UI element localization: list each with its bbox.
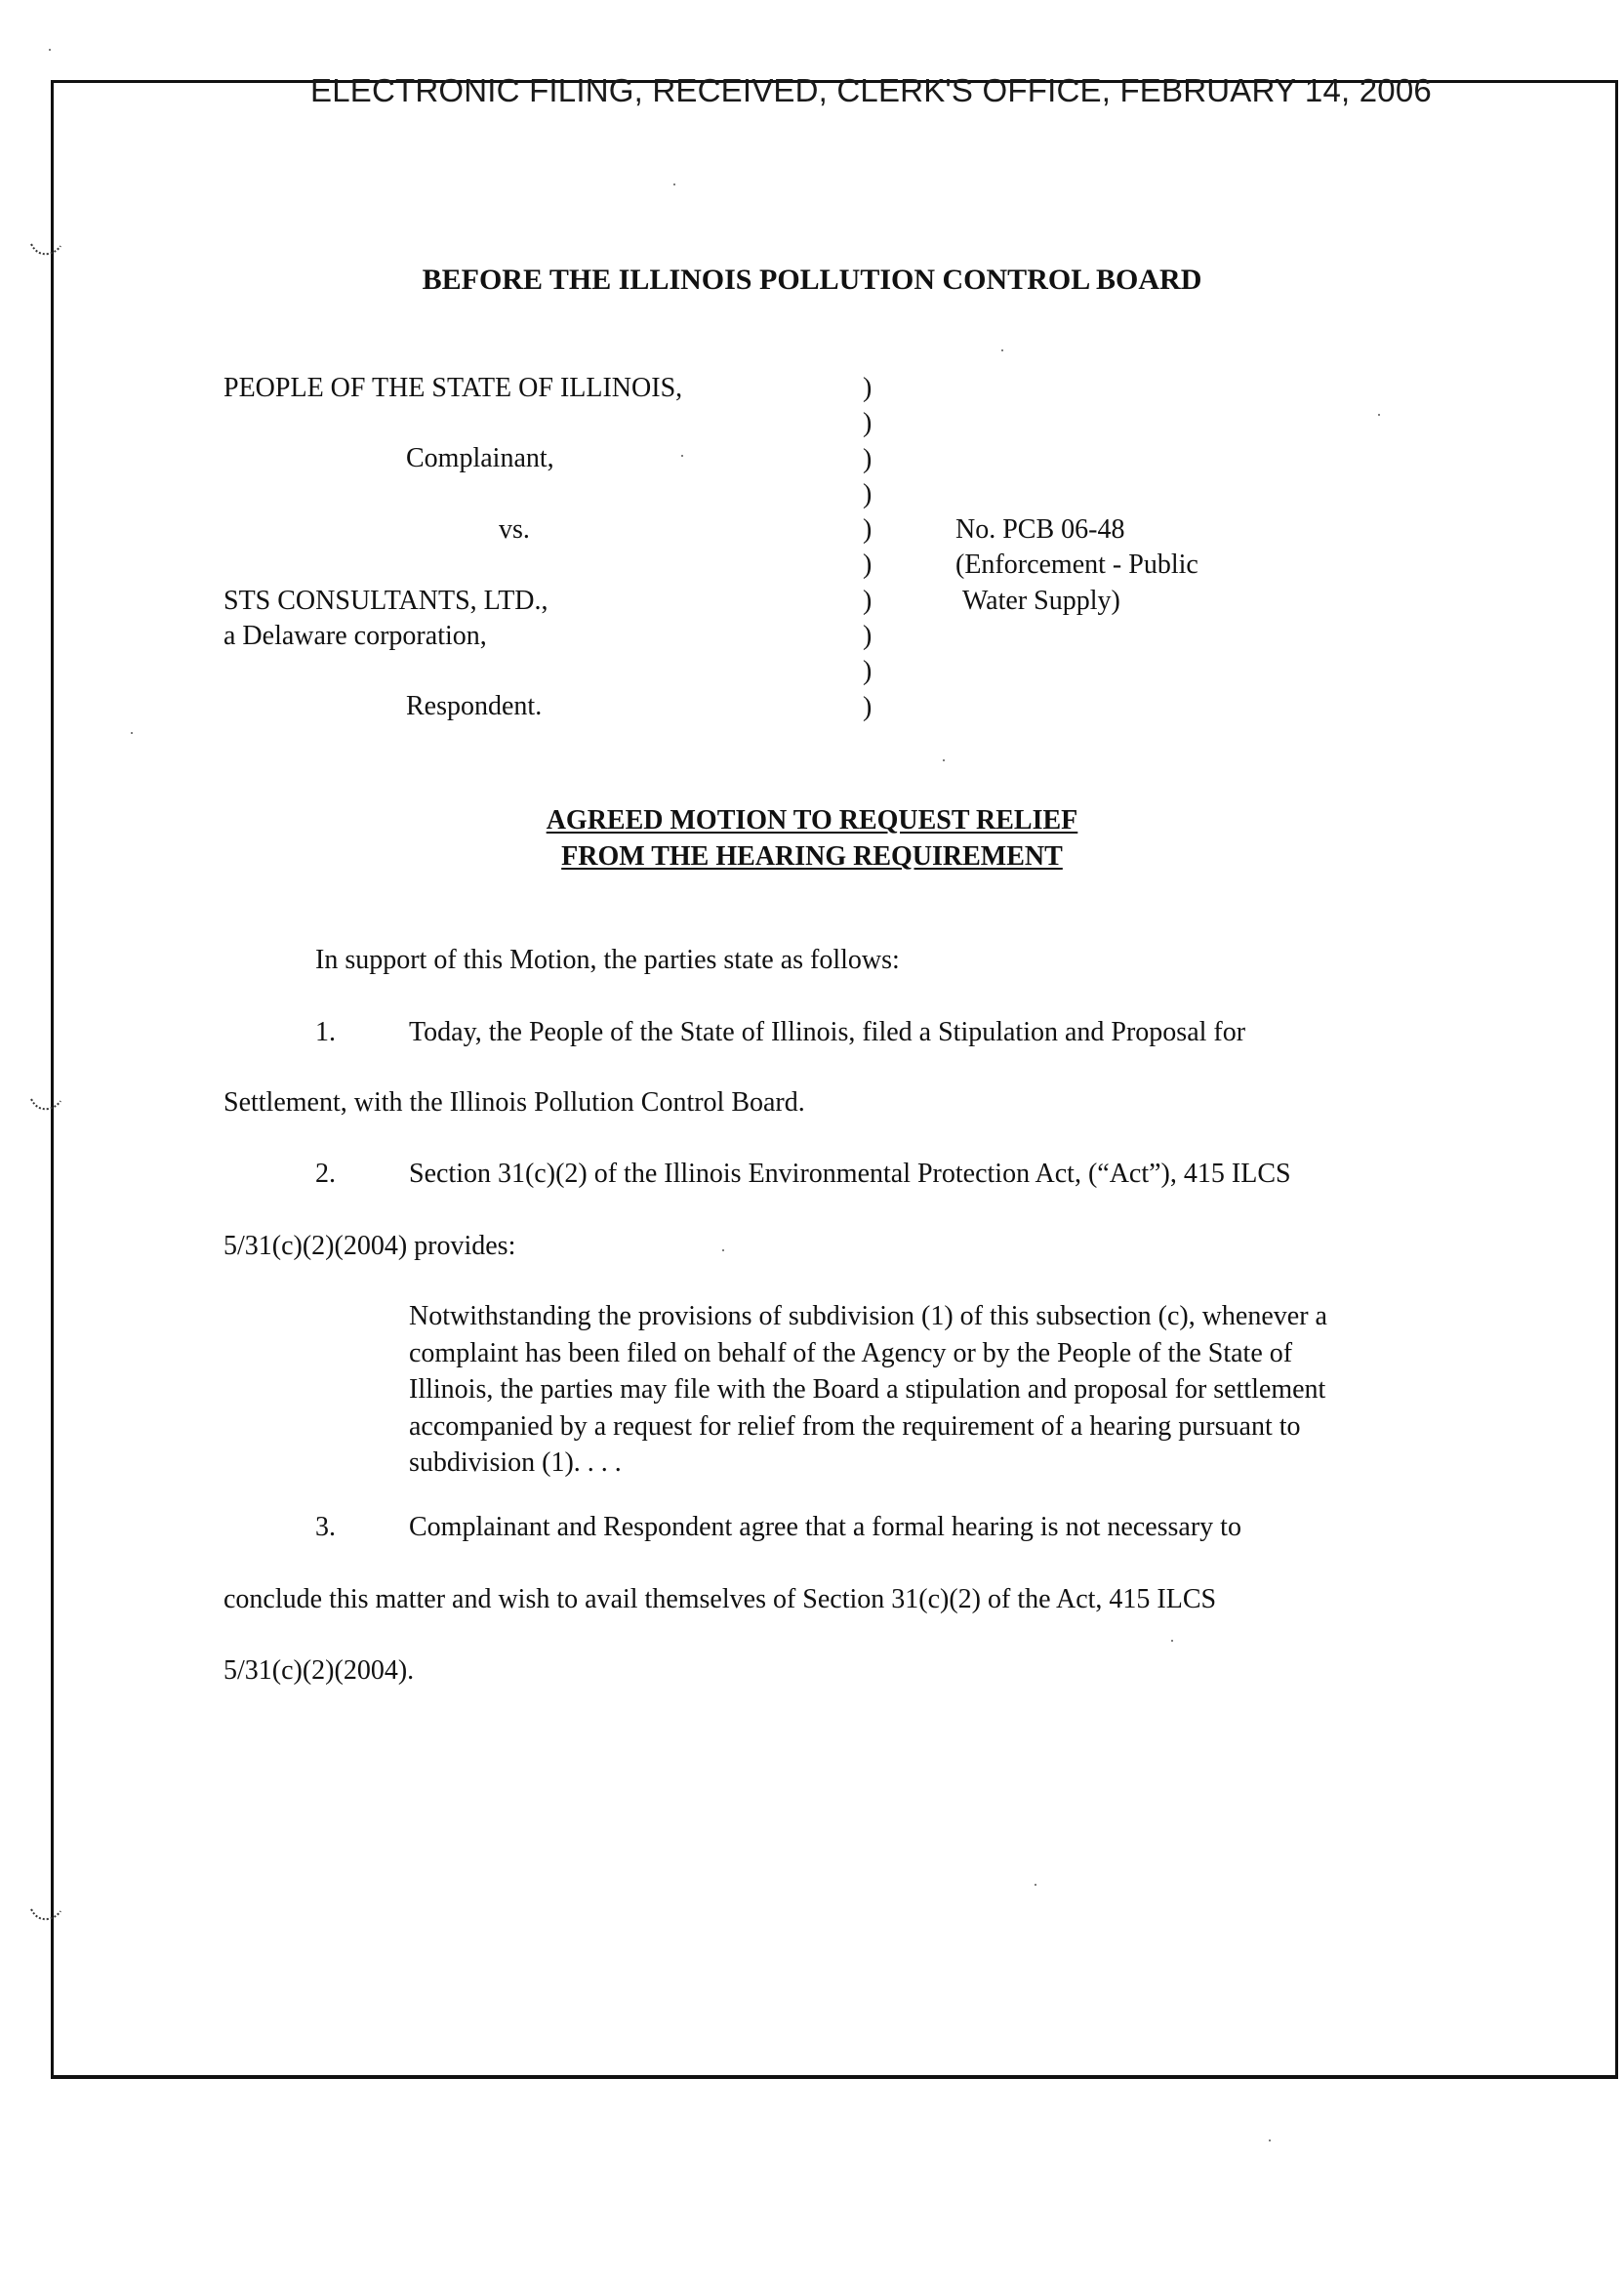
caption-paren: ) [863,373,873,403]
caption-paren: ) [863,656,873,687]
para-1-line-2: Settlement, with the Illinois Pollution Control Board. [223,1087,805,1118]
case-type-line-1: (Enforcement - Public [955,550,1198,580]
plaintiff-role: Complainant, [406,443,554,473]
binding-mark [27,234,66,264]
motion-title-line-1: AGREED MOTION TO REQUEST RELIEF [546,805,1078,835]
binding-mark [27,1089,66,1119]
caption-paren: ) [863,550,873,581]
defendant-role: Respondent. [406,691,543,721]
intro-text: In support of this Motion, the parties state as follows: [315,945,900,975]
para-3-number: 3. [315,1512,336,1542]
binding-mark [27,1899,66,1929]
scan-speck [943,759,945,761]
para-2-line-1: Section 31(c)(2) of the Illinois Environmental Protection Act, (“Act”), 415 ILCS [409,1159,1291,1189]
caption-paren: ) [863,621,873,652]
para-3-line-2: conclude this matter and wish to avail themselves of Section 31(c)(2) of the Act, 415 ILCS [223,1584,1217,1614]
para-2-number: 2. [315,1159,336,1189]
scan-speck [1001,349,1003,351]
para-2-line-2: 5/31(c)(2)(2004) provides: [223,1231,516,1261]
caption-paren: ) [863,691,873,722]
defendant-name: STS CONSULTANTS, LTD., [223,586,548,616]
caption-paren: ) [863,443,873,474]
scan-speck [49,49,51,51]
scan-speck [1035,1884,1036,1886]
versus-label: vs. [499,514,530,545]
court-heading: BEFORE THE ILLINOIS POLLUTION CONTROL BOARD [422,264,1202,296]
case-type-line-2: Water Supply) [962,586,1120,616]
caption-paren: ) [863,478,873,509]
motion-title-line-2: FROM THE HEARING REQUIREMENT [561,841,1063,872]
caption-paren: ) [863,585,873,616]
defendant-description: a Delaware corporation, [223,621,487,651]
caption-parentheses [863,371,872,725]
caption-paren: ) [863,514,873,546]
plaintiff-name: PEOPLE OF THE STATE OF ILLINOIS, [223,373,683,403]
para-1-number: 1. [315,1017,336,1047]
caption-paren: ) [863,408,873,439]
motion-title [0,802,1624,875]
statute-quote: Notwithstanding the provisions of subdivision (1) of this subsection (c), whenever a complaint has been filed on behalf of the Agency or by the People of the State of Illinois, the parties may file with the Board a stipulation and proposal for settlement accompanied by a request for relief from the requirement of a hearing pursuant to subdivision (1). . . . [409,1301,1327,1478]
case-number: No. PCB 06-48 [955,514,1125,545]
scan-speck [1269,2139,1271,2141]
para-3-line-1: Complainant and Respondent agree that a formal hearing is not necessary to [409,1512,1241,1542]
scan-speck [1378,414,1380,416]
scan-speck [673,183,675,185]
scan-speck [722,1249,724,1251]
scan-speck [131,732,133,734]
scan-speck [1171,1640,1173,1642]
scan-speck [681,455,683,457]
para-1-line-1: Today, the People of the State of Illinois, filed a Stipulation and Proposal for [409,1017,1246,1047]
filing-stamp: ELECTRONIC FILING, RECEIVED, CLERK'S OFFICE, FEBRUARY 14, 2006 [310,72,1432,108]
para-3-line-3: 5/31(c)(2)(2004). [223,1655,415,1686]
